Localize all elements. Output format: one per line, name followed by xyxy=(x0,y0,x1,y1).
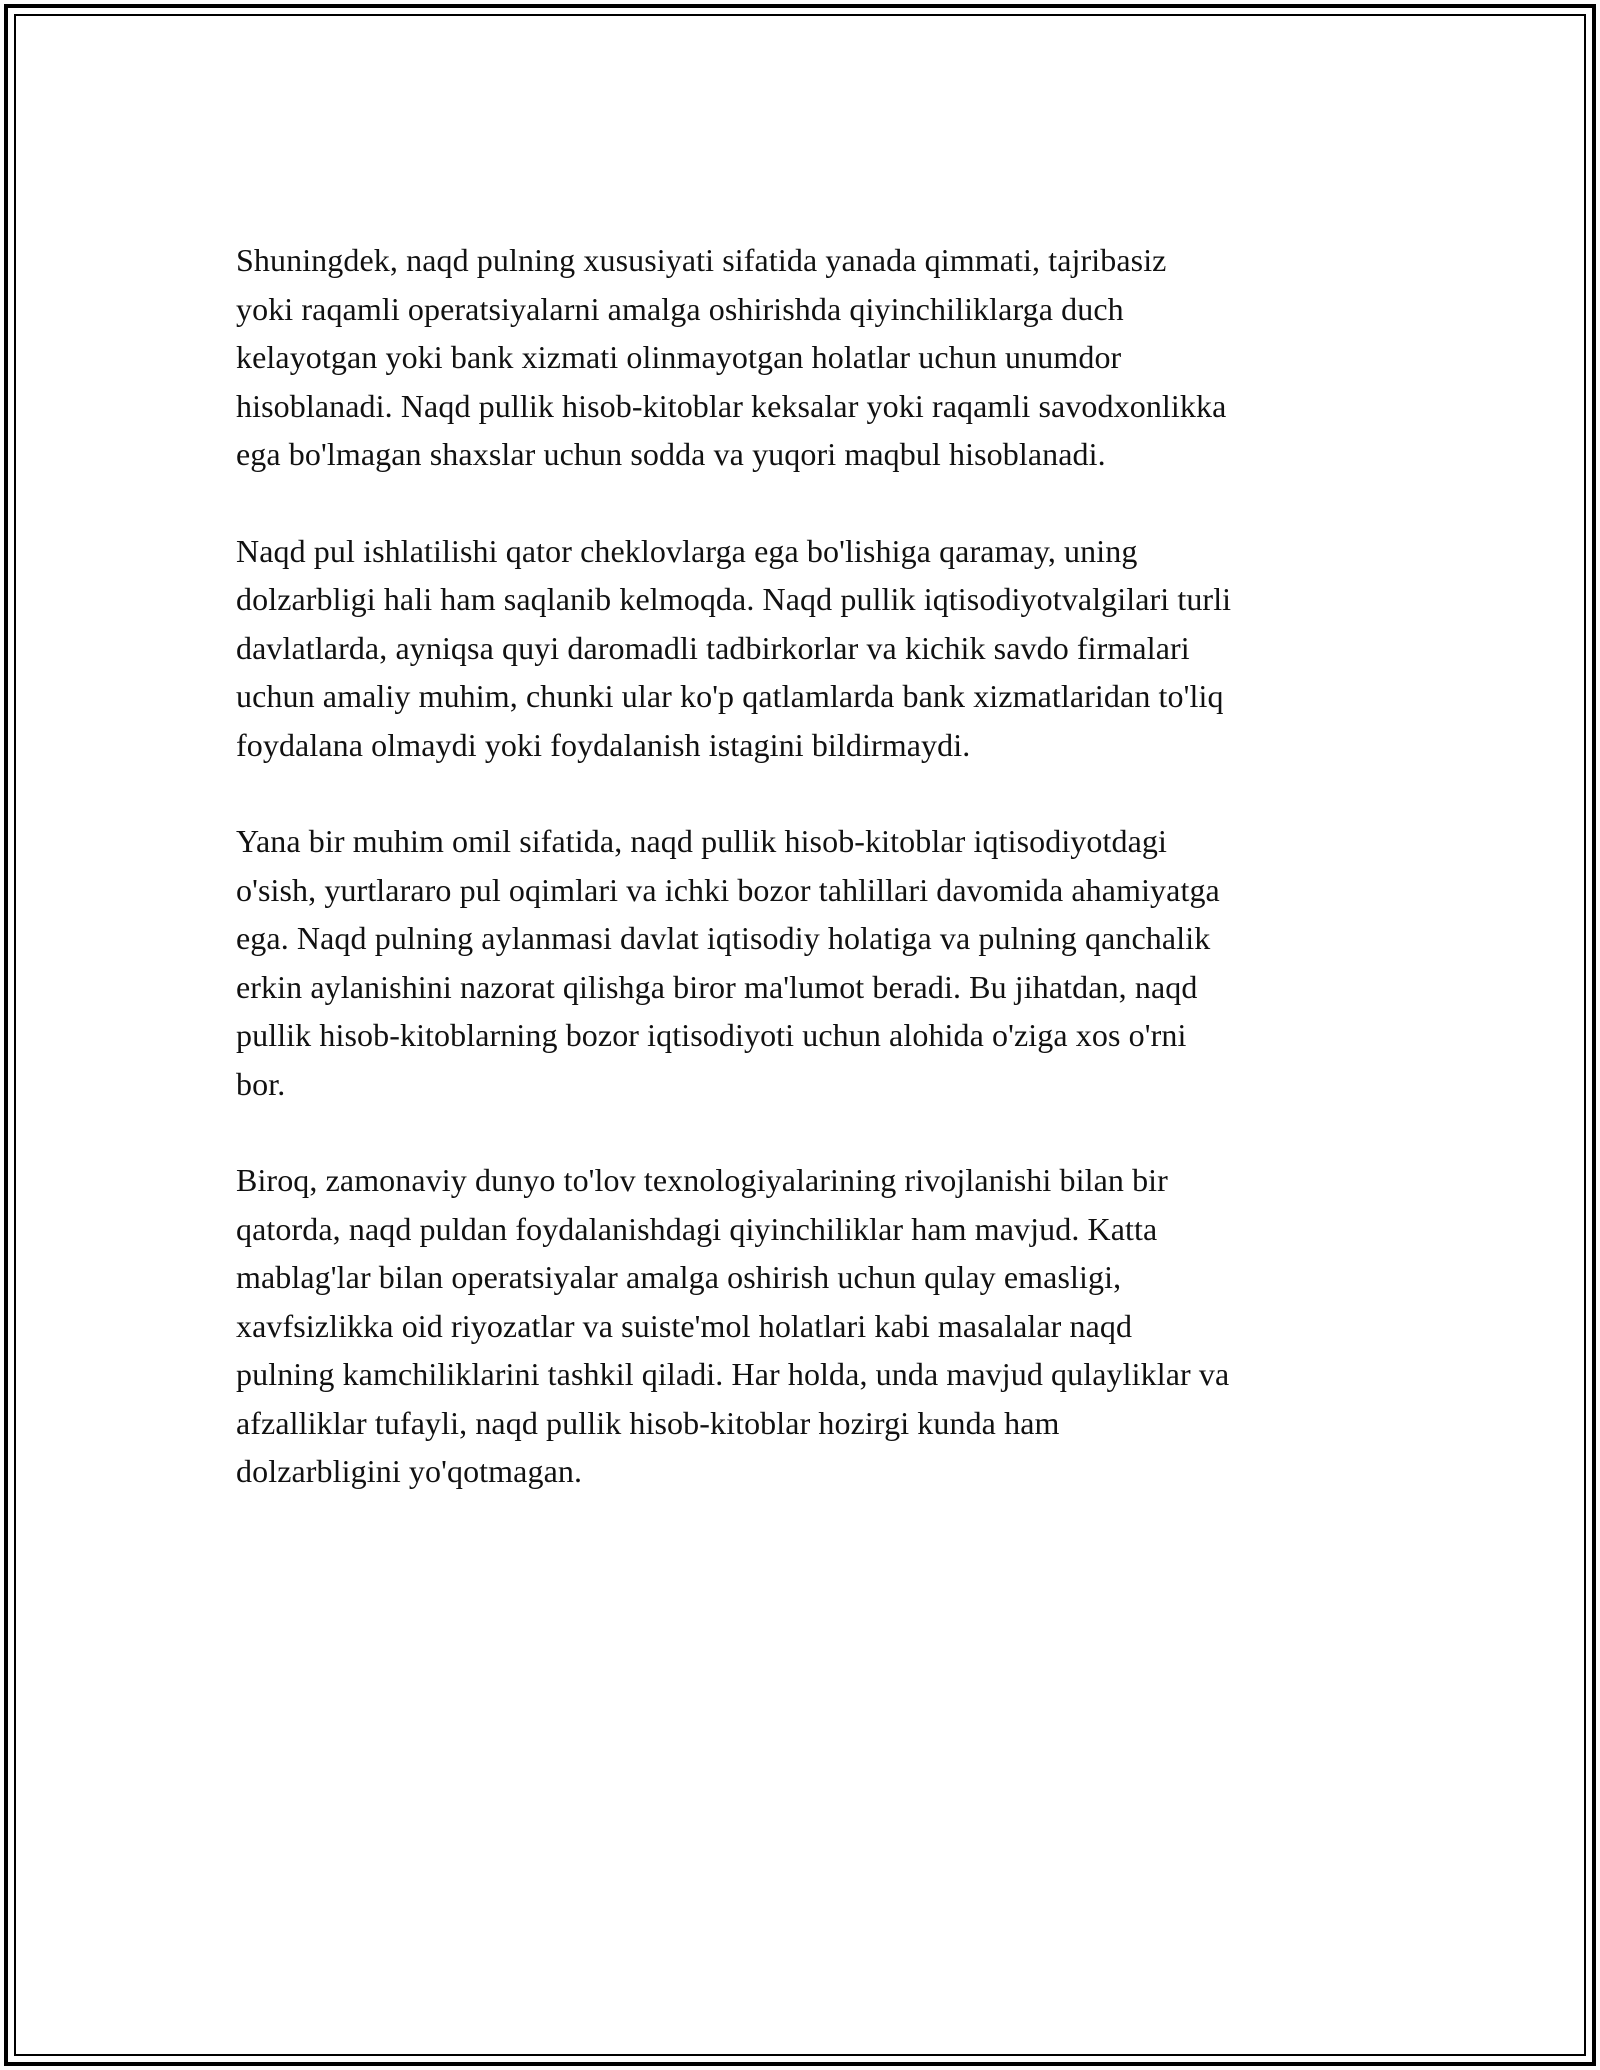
text-line: uchun amaliy muhim, chunki ular ko'p qatlamlarda bank xizmatlaridan to'liq xyxy=(236,678,1224,714)
text-line: Naqd pul ishlatilishi qator cheklovlarga ega bo'lishiga qaramay, uning xyxy=(236,532,1138,569)
text-line: pulning kamchiliklarini tashkil qiladi. Har holda, unda mavjud qulayliklar va xyxy=(236,1356,1230,1392)
paragraph-2 xyxy=(236,527,1386,770)
text-line: afzalliklar tufayli, naqd pullik hisob-kitoblar hozirgi kunda ham xyxy=(236,1404,1060,1441)
text-line: o'sish, yurtlararo pul oqimlari va ichki bozor tahlillari davomida ahamiyatga xyxy=(236,871,1220,908)
text-line: kelayotgan yoki bank xizmati olinmayotgan holatlar uchun unumdor xyxy=(236,339,1122,375)
text-line: dolzarbligi hali ham saqlanib kelmoqda. Naqd pullik iqtisodiyotvalgilari turli xyxy=(236,581,1232,617)
text-line: bor. xyxy=(236,1065,286,1102)
text-line: pullik hisob-kitoblarning bozor iqtisodiyoti uchun alohida o'ziga xos o'rni xyxy=(236,1017,1187,1053)
text-line: hisoblanadi. Naqd pullik hisob-kitoblar keksalar yoki raqamli savodxonlikka xyxy=(236,387,1227,424)
text-line: yoki raqamli operatsiyalarni amalga oshirishda qiyinchiliklarga duch xyxy=(236,290,1124,327)
text-line: Shuningdek, naqd pulning xususiyati sifatida yanada qimmati, tajribasiz xyxy=(236,242,1167,278)
text-line: qatorda, naqd puldan foydalanishdagi qiyinchiliklar ham mavjud. Katta xyxy=(236,1210,1158,1247)
text-line: mablag'lar bilan operatsiyalar amalga oshirish uchun qulay emasligi, xyxy=(236,1259,1122,1295)
text-line: xavfsizlikka oid riyozatlar va suiste'mol holatlari kabi masalalar naqd xyxy=(236,1307,1133,1344)
paragraph-3 xyxy=(236,817,1386,1108)
text-line: davlatlarda, ayniqsa quyi daromadli tadbirkorlar va kichik savdo firmalari xyxy=(236,629,1190,666)
text-line: Biroq, zamonaviy dunyo to'lov texnologiyalarining rivojlanishi bilan bir xyxy=(236,1162,1168,1198)
paragraph-4 xyxy=(236,1156,1386,1496)
document-body xyxy=(236,236,1386,1544)
paragraph-1 xyxy=(236,236,1386,479)
text-line: ega. Naqd pulning aylanmasi davlat iqtisodiy holatiga va pulning qanchalik xyxy=(236,920,1211,956)
text-line: erkin aylanishini nazorat qilishga biror ma'lumot beradi. Bu jihatdan, naqd xyxy=(236,968,1198,1005)
text-line: Yana bir muhim omil sifatida, naqd pullik hisob-kitoblar iqtisodiyotdagi xyxy=(236,823,1167,859)
text-line: dolzarbligini yo'qotmagan. xyxy=(236,1453,583,1489)
text-line: foydalana olmaydi yoki foydalanish istagini bildirmaydi. xyxy=(236,726,971,763)
text-line: ega bo'lmagan shaxslar uchun sodda va yuqori maqbul hisoblanadi. xyxy=(236,436,1106,472)
